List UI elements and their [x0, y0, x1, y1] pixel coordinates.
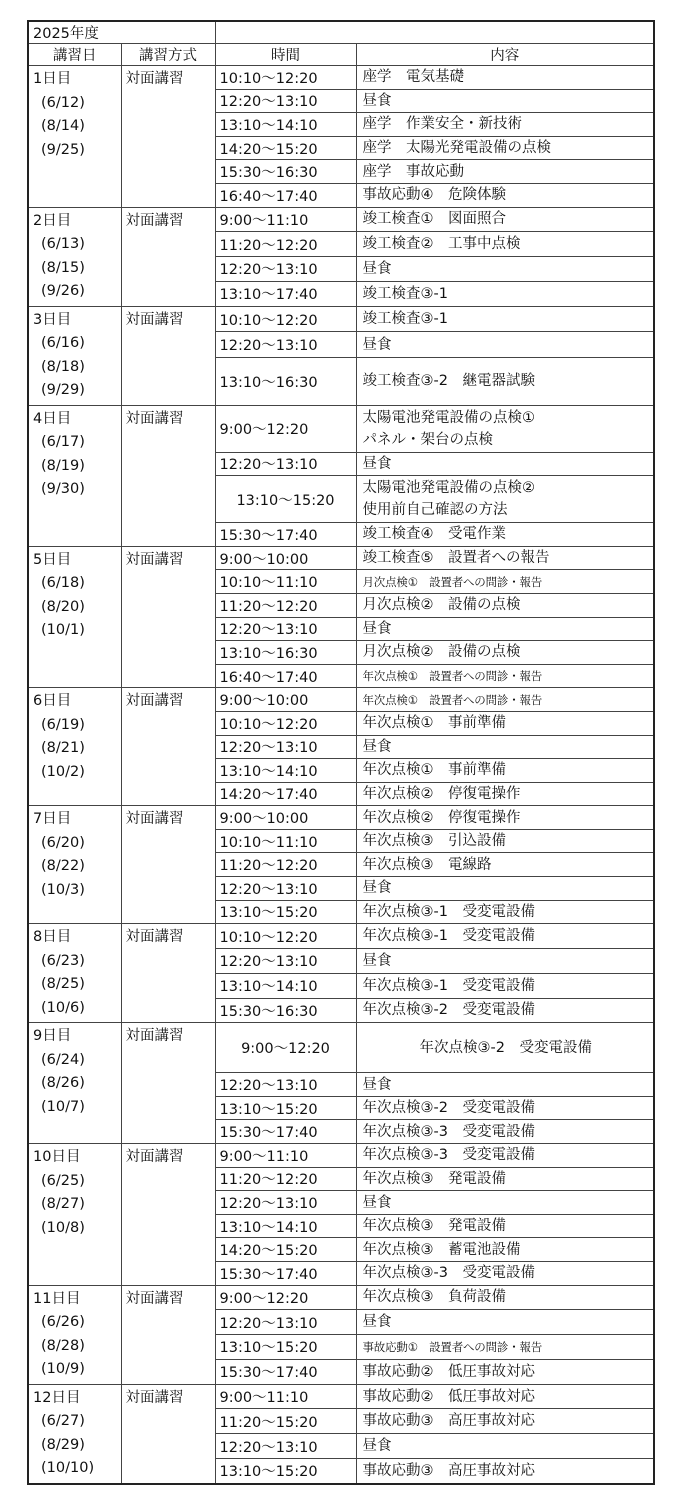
session-date: (6/27) [41, 1413, 85, 1430]
time-cell: 13:10～14:10 [215, 973, 356, 998]
time-cell: 12:20～13:10 [215, 332, 356, 358]
header-time: 時間 [215, 44, 356, 66]
content-cell [356, 1409, 654, 1434]
time-cell: 13:10～15:20 [215, 1096, 356, 1120]
content-line: 年次点検① 設置者への問診・報告 [362, 669, 543, 684]
day-cell [28, 1384, 121, 1484]
content-line: 年次点検③-1 受変電設備 [362, 977, 535, 994]
content-cell [356, 924, 654, 949]
content-cell [356, 1214, 654, 1238]
content-cell [356, 136, 654, 160]
time-cell: 9:00～10:00 [215, 546, 356, 570]
session-date: (6/16) [41, 335, 85, 352]
content-line: 太陽電池発電設備の点検① [362, 409, 535, 426]
method-cell: 対面講習 [121, 688, 215, 806]
time-cell: 12:20～13:10 [215, 452, 356, 476]
method-cell: 対面講習 [121, 924, 215, 1023]
session-date: (6/26) [41, 1314, 85, 1331]
day-label: 9日目 [33, 1028, 72, 1045]
time-cell: 13:10～15:20 [215, 900, 356, 924]
content-line: 事故応動① 設置者への問診・報告 [362, 1339, 543, 1354]
day-label: 2日目 [33, 212, 72, 229]
content-cell [356, 593, 654, 617]
day-cell [28, 66, 121, 208]
day-label: 10日目 [33, 1149, 81, 1166]
content-cell [356, 1285, 654, 1310]
content-line: 年次点検③-3 受変電設備 [362, 1123, 535, 1140]
time-cell: 15:30～16:30 [215, 160, 356, 184]
content-line: 事故応動③ 高圧事故対応 [362, 1413, 535, 1430]
content-line: 昼食 [362, 260, 392, 277]
session-date: (8/18) [41, 358, 85, 375]
time-cell: 10:10～12:20 [215, 306, 356, 332]
method-cell: 対面講習 [121, 207, 215, 306]
time-cell: 12:20～13:10 [215, 1434, 356, 1459]
day-label: 7日目 [33, 811, 72, 828]
time-cell: 14:20～15:20 [215, 1238, 356, 1262]
method-cell: 対面講習 [121, 546, 215, 688]
method-cell: 対面講習 [121, 806, 215, 924]
content-cell [356, 1096, 654, 1120]
content-cell [356, 711, 654, 735]
content-line: 月次点検① 設置者への問診・報告 [362, 574, 543, 589]
content-line: 座学 太陽光発電設備の点検 [362, 140, 551, 157]
content-line: 竣工検査② 工事中点検 [362, 236, 521, 253]
content-line: 年次点検① 設置者への問診・報告 [362, 692, 543, 707]
content-cell [356, 1191, 654, 1215]
content-cell [356, 523, 654, 547]
content-cell [356, 735, 654, 759]
content-cell [356, 1144, 654, 1168]
content-cell [356, 900, 654, 924]
time-cell: 10:10～11:10 [215, 829, 356, 853]
content-cell [356, 998, 654, 1023]
time-cell: 13:10～15:20 [215, 1335, 356, 1360]
content-line: 事故応動② 低圧事故対応 [362, 1363, 535, 1380]
session-date: (6/19) [41, 716, 85, 733]
method-cell: 対面講習 [121, 1285, 215, 1384]
content-cell [356, 1384, 654, 1409]
schedule-row [28, 1384, 654, 1409]
method-cell: 対面講習 [121, 1384, 215, 1484]
content-cell [356, 688, 654, 712]
content-cell [356, 546, 654, 570]
schedule-row [28, 1144, 654, 1168]
time-cell: 15:30～16:30 [215, 998, 356, 1023]
content-cell [356, 829, 654, 853]
session-date: (8/25) [41, 976, 85, 993]
method-cell: 対面講習 [121, 306, 215, 405]
content-cell [356, 476, 654, 523]
schedule-row [28, 405, 654, 452]
schedule-row [28, 546, 654, 570]
time-cell: 12:20～13:10 [215, 257, 356, 282]
content-line: 昼食 [362, 952, 392, 969]
content-line: 年次点検③-2 受変電設備 [362, 1002, 535, 1019]
time-cell: 13:10～14:10 [215, 759, 356, 783]
content-cell [356, 1335, 654, 1360]
content-line: パネル・架台の点検 [362, 431, 493, 448]
schedule-row [28, 1023, 654, 1073]
content-cell [356, 1434, 654, 1459]
fiscal-year-label: 2025年度 [28, 21, 215, 44]
content-line: 竣工検査③-1 [362, 311, 448, 327]
schedule-row [28, 924, 654, 949]
session-date: (6/23) [41, 952, 85, 969]
content-cell [356, 782, 654, 806]
content-cell [356, 89, 654, 113]
session-date: (9/26) [41, 283, 85, 300]
day-cell [28, 207, 121, 306]
content-cell [356, 617, 654, 641]
session-date: (10/9) [41, 1361, 85, 1378]
header-row [28, 44, 654, 66]
content-line: 竣工検査① 図面照合 [362, 211, 506, 228]
session-date: (8/28) [41, 1337, 85, 1354]
content-line: 昼食 [362, 1438, 392, 1455]
session-date: (6/25) [41, 1172, 85, 1189]
session-date: (10/1) [41, 622, 85, 639]
time-cell: 9:00～11:10 [215, 207, 356, 232]
day-cell [28, 1023, 121, 1144]
content-line: 年次点検③-1 受変電設備 [362, 928, 535, 945]
time-cell: 11:20～12:20 [215, 853, 356, 877]
time-cell: 9:00～11:10 [215, 1384, 356, 1409]
method-cell: 対面講習 [121, 1023, 215, 1144]
time-cell: 9:00～12:20 [215, 1285, 356, 1310]
time-cell: 13:10～16:30 [215, 641, 356, 665]
session-date: (6/20) [41, 834, 85, 851]
content-cell [356, 806, 654, 830]
content-cell [356, 973, 654, 998]
day-cell [28, 1144, 121, 1286]
time-cell: 12:20～13:10 [215, 89, 356, 113]
time-cell: 11:20～12:20 [215, 232, 356, 257]
content-line: 昼食 [362, 336, 392, 353]
time-cell: 12:20～13:10 [215, 1191, 356, 1215]
session-date: (6/24) [41, 1051, 85, 1068]
time-cell: 11:20～12:20 [215, 1167, 356, 1191]
content-line: 年次点検③-3 受変電設備 [362, 1147, 535, 1164]
session-date: (8/29) [41, 1436, 85, 1453]
content-cell [356, 664, 654, 688]
schedule-row [28, 806, 654, 830]
time-cell: 13:10～14:10 [215, 113, 356, 137]
time-cell: 12:20～13:10 [215, 877, 356, 901]
session-date: (9/29) [41, 382, 85, 399]
schedule-row [28, 306, 654, 332]
content-cell [356, 759, 654, 783]
content-cell [356, 1310, 654, 1335]
content-line: 事故応動③ 高圧事故対応 [362, 1462, 535, 1479]
day-label: 11日目 [33, 1290, 81, 1307]
content-line: 竣工検査④ 受電作業 [362, 526, 506, 543]
session-date: (10/10) [41, 1460, 95, 1477]
method-cell: 対面講習 [121, 66, 215, 208]
content-cell [356, 281, 654, 306]
content-cell [356, 113, 654, 137]
content-cell [356, 853, 654, 877]
day-label: 6日目 [33, 693, 72, 710]
content-cell [356, 1262, 654, 1286]
time-cell: 9:00～10:00 [215, 688, 356, 712]
day-cell [28, 405, 121, 546]
time-cell: 13:10～15:20 [215, 476, 356, 523]
time-cell: 16:40～17:40 [215, 183, 356, 207]
header-method: 講習方式 [121, 44, 215, 66]
content-line: 年次点検② 停復電操作 [362, 785, 521, 802]
time-cell: 16:40～17:40 [215, 664, 356, 688]
content-line: 年次点検③ 発電設備 [362, 1170, 506, 1187]
content-line: 昼食 [362, 1314, 392, 1331]
session-date: (9/30) [41, 481, 85, 498]
session-date: (6/17) [41, 434, 85, 451]
content-line: 事故応動④ 危険体験 [362, 187, 506, 204]
content-cell [356, 358, 654, 405]
day-cell [28, 546, 121, 688]
content-line: 使用前自己確認の方法 [362, 502, 508, 519]
time-cell: 10:10～12:20 [215, 711, 356, 735]
content-cell [356, 1167, 654, 1191]
session-date: (6/12) [41, 94, 85, 111]
content-line: 年次点検③ 電線路 [362, 856, 492, 873]
content-line: 座学 作業安全・新技術 [362, 116, 522, 133]
content-cell [356, 1073, 654, 1097]
content-cell [356, 232, 654, 257]
day-label: 3日目 [33, 311, 72, 328]
content-cell [356, 207, 654, 232]
session-date: (8/19) [41, 457, 85, 474]
time-cell: 13:10～15:20 [215, 1459, 356, 1484]
content-line: 年次点検③-2 受変電設備 [419, 1039, 592, 1056]
content-cell [356, 332, 654, 358]
session-date: (6/13) [41, 236, 85, 253]
content-cell [356, 405, 654, 452]
content-line: 年次点検③ 発電設備 [362, 1218, 506, 1235]
time-cell: 14:20～15:20 [215, 136, 356, 160]
content-line: 昼食 [362, 92, 392, 109]
training-schedule-table [27, 20, 655, 1485]
time-cell: 13:10～16:30 [215, 358, 356, 405]
day-label: 5日目 [33, 551, 72, 568]
content-cell [356, 1120, 654, 1144]
content-line: 太陽電池発電設備の点検② [362, 480, 535, 497]
schedule-row [28, 66, 654, 90]
time-cell: 11:20～12:20 [215, 593, 356, 617]
session-date: (9/25) [41, 141, 85, 158]
time-cell: 9:00～12:20 [215, 1023, 356, 1073]
session-date: (8/22) [41, 858, 85, 875]
content-cell [356, 1238, 654, 1262]
content-line: 座学 事故応動 [362, 163, 464, 180]
time-cell: 15:30～17:40 [215, 1359, 356, 1384]
day-label: 8日目 [33, 929, 72, 946]
content-line: 竣工検査③-2 継電器試験 [362, 373, 535, 390]
time-cell: 10:10～12:20 [215, 66, 356, 90]
day-label: 4日目 [33, 410, 72, 427]
time-cell: 15:30～17:40 [215, 1120, 356, 1144]
content-line: 座学 電気基礎 [362, 69, 464, 86]
method-cell: 対面講習 [121, 405, 215, 546]
session-date: (10/6) [41, 999, 85, 1016]
content-cell [356, 1359, 654, 1384]
time-cell: 12:20～13:10 [215, 949, 356, 974]
time-cell: 12:20～13:10 [215, 1073, 356, 1097]
schedule-row [28, 1285, 654, 1310]
schedule-row [28, 688, 654, 712]
content-line: 年次点検③-3 受変電設備 [362, 1265, 535, 1282]
time-cell: 12:20～13:10 [215, 1310, 356, 1335]
content-line: 月次点検② 設備の点検 [362, 597, 521, 614]
content-line: 事故応動② 低圧事故対応 [362, 1388, 535, 1405]
content-cell [356, 66, 654, 90]
content-cell [356, 1459, 654, 1484]
header-content: 内容 [356, 44, 654, 66]
day-cell [28, 924, 121, 1023]
time-cell: 14:20～17:40 [215, 782, 356, 806]
content-line: 年次点検③-2 受変電設備 [362, 1100, 535, 1117]
session-date: (8/21) [41, 740, 85, 757]
fiscal-year-row [28, 21, 654, 44]
time-cell: 12:20～13:10 [215, 617, 356, 641]
content-line: 年次点検③ 蓄電池設備 [362, 1241, 521, 1258]
session-date: (10/7) [41, 1098, 85, 1115]
content-line: 年次点検③ 引込設備 [362, 833, 506, 850]
time-cell: 11:20～15:20 [215, 1409, 356, 1434]
time-cell: 15:30～17:40 [215, 523, 356, 547]
content-line: 竣工検査③-1 [362, 285, 448, 302]
content-line: 年次点検① 事前準備 [362, 715, 506, 732]
content-line: 年次点検① 事前準備 [362, 762, 506, 779]
content-line: 昼食 [362, 738, 392, 755]
content-cell [356, 877, 654, 901]
content-line: 昼食 [362, 620, 392, 637]
content-cell [356, 1023, 654, 1073]
day-cell [28, 688, 121, 806]
time-cell: 10:10～12:20 [215, 924, 356, 949]
time-cell: 13:10～17:40 [215, 281, 356, 306]
session-date: (10/2) [41, 763, 85, 780]
content-line: 年次点検③ 負荷設備 [362, 1289, 506, 1306]
day-cell [28, 306, 121, 405]
content-cell [356, 183, 654, 207]
time-cell: 9:00～12:20 [215, 405, 356, 452]
content-cell [356, 257, 654, 282]
time-cell: 9:00～10:00 [215, 806, 356, 830]
content-line: 昼食 [362, 1076, 392, 1093]
session-date: (8/15) [41, 259, 85, 276]
content-cell [356, 570, 654, 594]
day-label: 1日目 [33, 71, 72, 87]
day-cell [28, 1285, 121, 1384]
time-cell: 15:30～17:40 [215, 1262, 356, 1286]
fiscal-year-blank [215, 21, 654, 44]
header-day: 講習日 [28, 44, 121, 66]
method-cell: 対面講習 [121, 1144, 215, 1286]
session-date: (8/20) [41, 598, 85, 615]
session-date: (6/18) [41, 575, 85, 592]
content-line: 昼食 [362, 880, 392, 897]
content-cell [356, 452, 654, 476]
time-cell: 10:10～11:10 [215, 570, 356, 594]
content-line: 月次点検② 設備の点検 [362, 644, 521, 661]
schedule-body [28, 21, 654, 1484]
time-cell: 12:20～13:10 [215, 735, 356, 759]
session-date: (8/26) [41, 1075, 85, 1092]
session-date: (10/3) [41, 881, 85, 898]
content-line: 昼食 [362, 1194, 392, 1211]
content-line: 昼食 [362, 455, 392, 472]
content-cell [356, 641, 654, 665]
time-cell: 9:00～11:10 [215, 1144, 356, 1168]
session-date: (8/27) [41, 1196, 85, 1213]
schedule-row [28, 207, 654, 232]
content-cell [356, 160, 654, 184]
content-cell [356, 306, 654, 332]
content-line: 年次点検② 停復電操作 [362, 809, 521, 826]
content-cell [356, 949, 654, 974]
time-cell: 13:10～14:10 [215, 1214, 356, 1238]
content-line: 年次点検③-1 受変電設備 [362, 903, 535, 920]
session-date: (10/8) [41, 1219, 85, 1236]
day-label: 12日目 [33, 1389, 81, 1406]
session-date: (8/14) [41, 118, 85, 134]
day-cell [28, 806, 121, 924]
content-line: 竣工検査⑤ 設置者への報告 [362, 550, 550, 567]
